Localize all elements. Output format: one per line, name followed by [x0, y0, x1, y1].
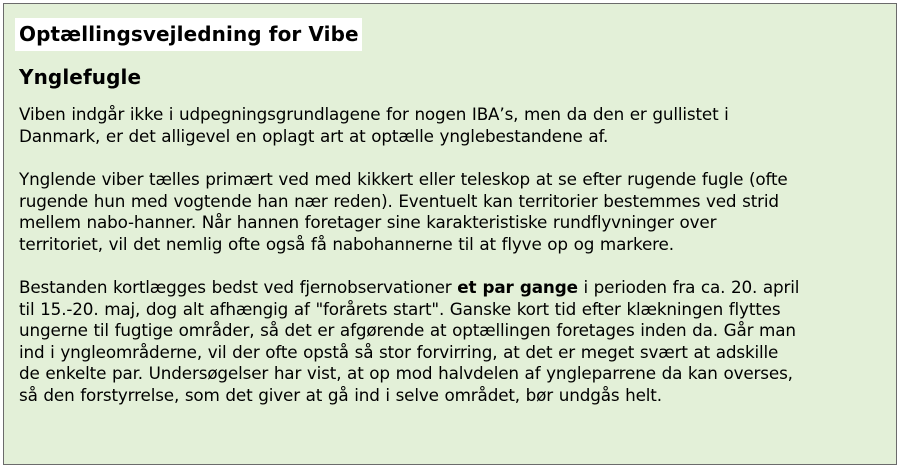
- paragraph-line: til 15.-20. maj, dog alt afhængig af "forårets start". Ganske kort tid efter klækningen flyttes: [19, 298, 781, 319]
- paragraph-1: [19, 104, 882, 147]
- paragraph-line: territoriet, vil det nemlig ofte også få nabohannerne til at flyve op og markere.: [19, 233, 674, 254]
- paragraph-line: ind i yngleområderne, vil der ofte opstå så stor forvirring, at det er meget svært at adskille: [19, 341, 779, 362]
- paragraph-line: Viben indgår ikke i udpegningsgrundlagene for nogen IBA’s, men da den er gullistet i: [19, 104, 729, 124]
- paragraph-text: Bestanden kortlægges bedst ved fjernobservationer: [19, 277, 458, 297]
- paragraph-line: de enkelte par. Undersøgelser har vist, at op mod halvdelen af yngleparrene da kan overses,: [19, 363, 793, 383]
- info-box: [3, 3, 897, 465]
- paragraph-line: rugende hun med vogtende han nær reden). Eventuelt kan territorier bestemmes ved strid: [19, 190, 779, 211]
- paragraph-line: så den forstyrrelse, som det giver at gå ind i selve området, bør undgås helt.: [19, 384, 662, 405]
- paragraph-line: Danmark, er det alligevel en oplagt art at optælle ynglebestandene af.: [19, 125, 609, 146]
- paragraph-line: ungerne til fugtige områder, så det er afgørende at optællingen foretages inden da. Går man: [19, 320, 796, 340]
- paragraph-line: [19, 277, 882, 299]
- paragraph-2: [19, 169, 882, 255]
- paragraph-text: i perioden fra ca. 20. april: [577, 277, 800, 297]
- paragraph-line: mellem nabo-hanner. Når hannen foretager sine karakteristiske rundflyvninger over: [19, 212, 717, 232]
- document-title: Optællingsvejledning for Vibe: [15, 18, 362, 51]
- section-heading: Ynglefugle: [19, 65, 142, 89]
- emphasis-text: et par gange: [457, 277, 578, 297]
- paragraph-line: Ynglende viber tælles primært ved med kikkert eller teleskop at se efter rugende fugle (ofte: [19, 169, 788, 189]
- paragraph-3: [19, 277, 882, 406]
